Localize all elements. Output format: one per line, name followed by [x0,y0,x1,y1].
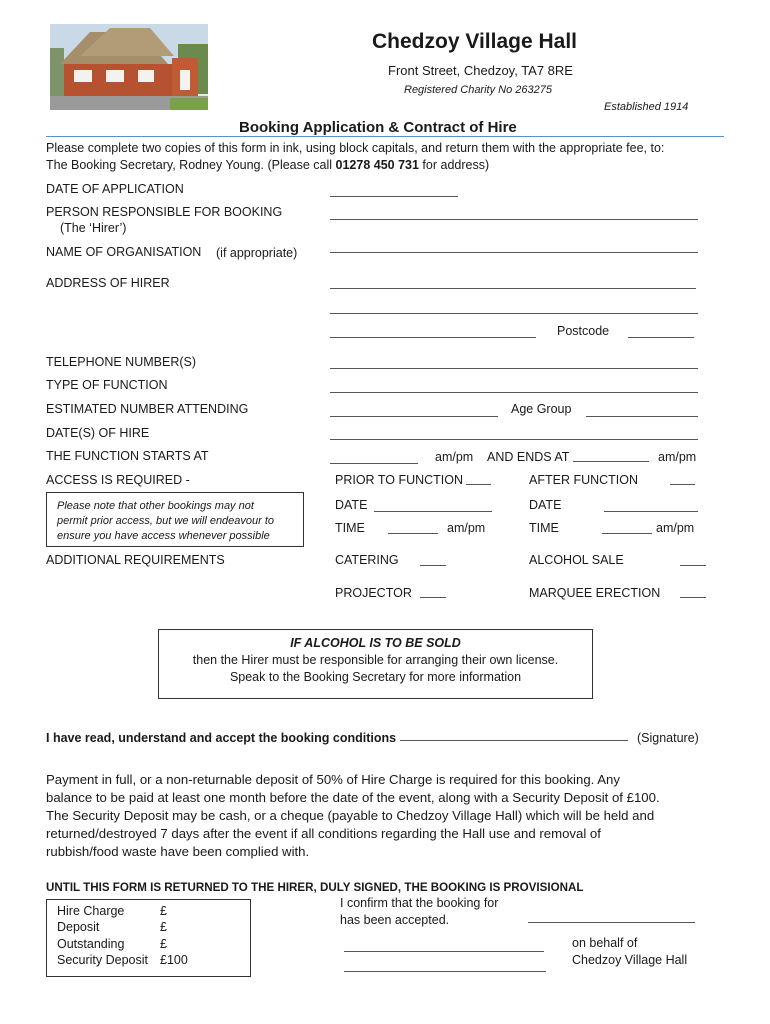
page-title: Chedzoy Village Hall [372,30,578,53]
payment-line-3: The Security Deposit may be cash, or a cheque (payable to Chedzoy Village Hall) which will be held and [46,808,655,823]
date-of-application-field[interactable] [330,196,458,197]
on-behalf-label: on behalf of [572,936,638,950]
projector-checkbox[interactable] [420,597,446,598]
marquee-label: MARQUEE ERECTION [529,586,661,600]
intro-line-1: Please complete two copies of this form in ink, using block capitals, and return them with the appropriate fee, to: [46,141,665,155]
charge-label: Outstanding [57,937,125,951]
end-ampm-label: am/pm [658,450,697,464]
person-responsible-label: PERSON RESPONSIBLE FOR BOOKING [46,205,283,219]
alcohol-notice-line-1: then the Hirer must be responsible for arranging their own license. [192,653,559,667]
estimated-number-label: ESTIMATED NUMBER ATTENDING [46,402,249,416]
confirm-line-1: I confirm that the booking for [340,896,499,910]
title-rule [46,136,724,137]
age-group-label: Age Group [511,402,572,416]
catering-checkbox[interactable] [420,565,446,566]
end-time-field[interactable] [573,461,649,462]
projector-label: PROJECTOR [335,586,412,600]
age-group-field[interactable] [586,416,698,417]
access-note-box [46,492,304,547]
payment-line-1: Payment in full, or a non-returnable deposit of 50% of Hire Charge is required for this booking. Any [46,772,620,787]
hall-name-label: Chedzoy Village Hall [572,953,688,967]
charge-value: £ [160,920,167,934]
prior-ampm-label: am/pm [447,521,486,535]
start-ampm-label: am/pm [435,450,474,464]
hall-address: Front Street, Chedzoy, TA7 8RE [388,63,573,78]
signature-label: (Signature) [637,731,699,745]
prior-time-label: TIME [335,521,365,535]
charge-label: Security Deposit [57,953,149,967]
type-of-function-label: TYPE OF FUNCTION [46,378,168,392]
intro-line-2: The Booking Secretary, Rodney Young. (Please call 01278 450 731 for address) [46,158,490,172]
access-note-line-3: ensure you have access whenever possible [57,530,270,542]
marquee-checkbox[interactable] [680,597,706,598]
prior-to-function-checkbox[interactable] [466,484,491,485]
confirm-line-2: has been accepted. [340,913,450,927]
dates-of-hire-label: DATE(S) OF HIRE [46,426,150,440]
alcohol-sale-checkbox[interactable] [680,565,706,566]
prior-time-field[interactable] [388,533,438,534]
provisional-notice: UNTIL THIS FORM IS RETURNED TO THE HIRER, DULY SIGNED, THE BOOKING IS PROVISIONAL [46,881,584,894]
access-note-line-1: Please note that other bookings may not [57,500,254,512]
postcode-field[interactable] [628,337,694,338]
date-of-application-label: DATE OF APPLICATION [46,182,184,196]
address-line-2-field[interactable] [330,313,698,314]
confirm-name-field[interactable] [344,971,546,972]
address-of-hirer-label: ADDRESS OF HIRER [46,276,170,290]
after-ampm-label: am/pm [656,521,695,535]
if-appropriate-label: (if appropriate) [216,246,298,260]
address-line-1-field[interactable] [330,288,696,289]
phone-number: 01278 450 731 [335,158,419,172]
postcode-label: Postcode [557,324,610,338]
after-date-label: DATE [529,498,562,512]
estimated-number-field[interactable] [330,416,498,417]
charges-box [46,899,251,977]
payment-line-5: rubbish/food waste have been complied with. [46,844,310,859]
dates-of-hire-field[interactable] [330,439,698,440]
address-line-3-field[interactable] [330,337,536,338]
established-year: Established 1914 [604,101,689,113]
catering-label: CATERING [335,553,399,567]
after-function-label: AFTER FUNCTION [529,473,639,487]
charge-value: £ [160,904,167,918]
prior-date-label: DATE [335,498,368,512]
prior-date-field[interactable] [374,511,492,512]
name-of-organisation-label: NAME OF ORGANISATION [46,245,202,259]
organisation-field[interactable] [330,252,698,253]
charge-label: Hire Charge [57,904,125,918]
person-responsible-field[interactable] [330,219,698,220]
charge-label: Deposit [57,920,100,934]
payment-line-2: balance to be paid at least one month before the date of the event, along with a Security Deposit of £100. [46,790,660,805]
telephone-field[interactable] [330,368,698,369]
alcohol-notice-line-2: Speak to the Booking Secretary for more information [229,670,522,684]
charge-value: £ [160,937,167,951]
alcohol-notice-heading: IF ALCOHOL IS TO BE SOLD [290,636,461,650]
function-starts-label: THE FUNCTION STARTS AT [46,449,209,463]
form-title: Booking Application & Contract of Hire [239,119,517,136]
the-hirer-label: (The ‘Hirer’) [60,221,127,235]
prior-to-function-label: PRIOR TO FUNCTION [335,473,464,487]
start-time-field[interactable] [330,463,418,464]
ends-at-label: AND ENDS AT [487,450,570,464]
conditions-statement: I have read, understand and accept the booking conditions [46,731,397,745]
access-required-label: ACCESS IS REQUIRED - [46,473,190,487]
confirm-signature-field[interactable] [344,951,544,952]
charge-value: £100 [160,953,188,967]
after-function-checkbox[interactable] [670,484,695,485]
after-date-field[interactable] [604,511,698,512]
type-of-function-field[interactable] [330,392,698,393]
additional-requirements-label: ADDITIONAL REQUIREMENTS [46,553,225,567]
access-note-line-2: permit prior access, but we will endeavour to [57,515,275,527]
signature-field[interactable] [400,740,628,741]
after-time-field[interactable] [602,533,652,534]
payment-line-4: returned/destroyed 7 days after the event if all conditions regarding the Hall use and removal of [46,826,601,841]
telephone-label: TELEPHONE NUMBER(S) [46,355,197,369]
village-hall-photo [50,24,208,110]
after-time-label: TIME [529,521,559,535]
confirm-booking-field[interactable] [528,922,695,923]
alcohol-sale-label: ALCOHOL SALE [529,553,624,567]
charity-number: Registered Charity No 263275 [404,84,552,96]
alcohol-notice-box [158,629,593,699]
